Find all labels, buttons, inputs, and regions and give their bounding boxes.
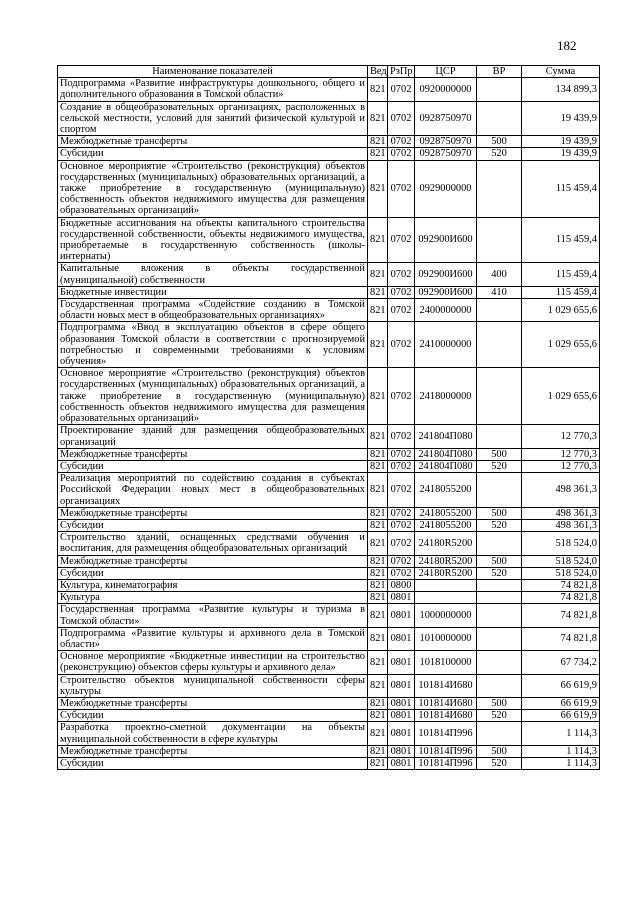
row-department-cell: 821 — [368, 460, 388, 472]
row-department-cell: 821 — [368, 674, 388, 697]
row-expense-type-cell: 520 — [477, 148, 522, 160]
row-department-cell: 821 — [368, 710, 388, 722]
row-target-article-cell: 2410000000 — [415, 322, 477, 368]
row-expense-type-cell: 520 — [477, 757, 522, 769]
table-row — [58, 322, 600, 368]
row-target-article-cell: 101814П996 — [415, 757, 477, 769]
table-row — [58, 263, 600, 286]
table-row — [58, 460, 600, 472]
row-section-cell: 0702 — [388, 101, 415, 136]
row-target-article-cell: 24180R5200 — [415, 555, 477, 567]
row-amount-cell: 115 459,4 — [522, 263, 600, 286]
row-department-cell: 821 — [368, 532, 388, 555]
row-name-cell: Бюджетные ассигнования на объекты капитального строительства государственной собственности, объекты недвижимого имущества, приобретаемые в государственную собственность (школы-интернаты) — [58, 217, 368, 263]
row-amount-cell: 1 029 655,6 — [522, 299, 600, 322]
header-indicator-name: Наименование показателей — [58, 66, 368, 78]
row-department-cell: 821 — [368, 697, 388, 709]
row-expense-type-cell — [477, 101, 522, 136]
row-department-cell: 821 — [368, 722, 388, 745]
row-department-cell: 821 — [368, 745, 388, 757]
row-name-cell: Субсидии — [58, 460, 368, 472]
table-row — [58, 148, 600, 160]
row-name-cell: Культура, кинематография — [58, 579, 368, 591]
row-target-article-cell: 2418055200 — [415, 473, 477, 508]
table-row — [58, 592, 600, 604]
row-target-article-cell — [415, 592, 477, 604]
row-name-cell: Государственная программа «Содействие созданию в Томской области новых мест в общеобразовательных организациях» — [58, 299, 368, 322]
row-expense-type-cell: 410 — [477, 286, 522, 298]
row-name-cell: Субсидии — [58, 148, 368, 160]
row-amount-cell: 74 821,8 — [522, 579, 600, 591]
row-amount-cell: 1 029 655,6 — [522, 322, 600, 368]
row-target-article-cell: 092900И600 — [415, 286, 477, 298]
row-amount-cell: 12 770,3 — [522, 425, 600, 448]
table-row — [58, 722, 600, 745]
row-name-cell: Создание в общеобразовательных организациях, расположенных в сельской местности, условий для занятий физической культурой и спортом — [58, 101, 368, 136]
row-section-cell: 0801 — [388, 757, 415, 769]
table-row — [58, 579, 600, 591]
row-section-cell: 0801 — [388, 604, 415, 627]
row-name-cell: Культура — [58, 592, 368, 604]
row-expense-type-cell — [477, 299, 522, 322]
row-target-article-cell: 1018100000 — [415, 651, 477, 674]
row-name-cell: Государственная программа «Развитие культуры и туризма в Томской области» — [58, 604, 368, 627]
row-target-article-cell — [415, 579, 477, 591]
row-amount-cell: 12 770,3 — [522, 448, 600, 460]
row-amount-cell: 518 524,0 — [522, 532, 600, 555]
row-section-cell: 0702 — [388, 473, 415, 508]
row-amount-cell: 115 459,4 — [522, 160, 600, 217]
table-header-row — [58, 66, 600, 78]
row-name-cell: Реализация мероприятий по содействию создания в субъектах Российской Федерации новых мест в общеобразовательных организациях — [58, 473, 368, 508]
row-name-cell: Разработка проектно-сметной документации на объекты муниципальной собственности в сфере культуры — [58, 722, 368, 745]
row-amount-cell: 74 821,8 — [522, 592, 600, 604]
row-amount-cell: 12 770,3 — [522, 460, 600, 472]
table-row — [58, 567, 600, 579]
row-department-cell: 821 — [368, 448, 388, 460]
row-expense-type-cell — [477, 322, 522, 368]
row-section-cell: 0801 — [388, 592, 415, 604]
row-department-cell: 821 — [368, 322, 388, 368]
table-body — [58, 78, 600, 770]
row-section-cell: 0702 — [388, 567, 415, 579]
table-row — [58, 555, 600, 567]
row-expense-type-cell: 500 — [477, 697, 522, 709]
row-target-article-cell: 2418055200 — [415, 507, 477, 519]
row-expense-type-cell — [477, 651, 522, 674]
row-section-cell: 0702 — [388, 555, 415, 567]
row-section-cell: 0702 — [388, 263, 415, 286]
row-target-article-cell: 2400000000 — [415, 299, 477, 322]
row-expense-type-cell — [477, 674, 522, 697]
table-row — [58, 710, 600, 722]
row-section-cell: 0801 — [388, 745, 415, 757]
table-row — [58, 627, 600, 650]
table-row — [58, 78, 600, 101]
header-expense-type: ВР — [477, 66, 522, 78]
row-department-cell: 821 — [368, 299, 388, 322]
page-number: 182 — [557, 38, 577, 53]
row-section-cell: 0801 — [388, 674, 415, 697]
row-amount-cell: 1 114,3 — [522, 745, 600, 757]
table-row — [58, 604, 600, 627]
table-row — [58, 745, 600, 757]
row-amount-cell: 1 029 655,6 — [522, 368, 600, 425]
row-section-cell: 0702 — [388, 322, 415, 368]
row-amount-cell: 518 524,0 — [522, 567, 600, 579]
row-target-article-cell: 241804П080 — [415, 460, 477, 472]
table-row — [58, 299, 600, 322]
row-amount-cell: 1 114,3 — [522, 722, 600, 745]
row-department-cell: 821 — [368, 567, 388, 579]
row-target-article-cell: 241804П080 — [415, 448, 477, 460]
row-target-article-cell: 24180R5200 — [415, 532, 477, 555]
row-expense-type-cell — [477, 78, 522, 101]
row-name-cell: Основное мероприятие «Строительство (реконструкция) объектов государственных (муниципальных) образовательных организаций, а также приобретение в государственную (муниципальную) собственность объектов недвижимого имущества для размещения образовательных организаций» — [58, 368, 368, 425]
row-amount-cell: 498 361,3 — [522, 507, 600, 519]
row-name-cell: Основное мероприятие «Бюджетные инвестиции на строительство (реконструкцию) объектов сферы культуры и архивного дела» — [58, 651, 368, 674]
row-expense-type-cell — [477, 604, 522, 627]
row-section-cell: 0801 — [388, 722, 415, 745]
row-name-cell: Подпрограмма «Ввод в эксплуатацию объектов в сфере общего образования Томской области в соответствии с прогнозируемой потребностью и современными требованиями к условиям обучения» — [58, 322, 368, 368]
row-target-article-cell: 0929000000 — [415, 160, 477, 217]
row-name-cell: Межбюджетные трансферты — [58, 555, 368, 567]
row-expense-type-cell: 520 — [477, 710, 522, 722]
row-section-cell: 0702 — [388, 460, 415, 472]
row-target-article-cell: 1000000000 — [415, 604, 477, 627]
row-department-cell: 821 — [368, 263, 388, 286]
row-department-cell: 821 — [368, 368, 388, 425]
row-amount-cell: 67 734,2 — [522, 651, 600, 674]
row-name-cell: Проектирование зданий для размещения общеобразовательных организаций — [58, 425, 368, 448]
row-department-cell: 821 — [368, 757, 388, 769]
row-expense-type-cell: 500 — [477, 136, 522, 148]
row-expense-type-cell: 520 — [477, 460, 522, 472]
row-section-cell: 0702 — [388, 299, 415, 322]
row-department-cell: 821 — [368, 555, 388, 567]
row-department-cell: 821 — [368, 627, 388, 650]
table-row — [58, 368, 600, 425]
row-name-cell: Бюджетные инвестиции — [58, 286, 368, 298]
header-section: РзПр — [388, 66, 415, 78]
row-name-cell: Строительство зданий, оснащенных средствами обучения и воспитания, для размещения общеобразовательных организаций — [58, 532, 368, 555]
row-amount-cell: 134 899,3 — [522, 78, 600, 101]
row-target-article-cell: 092900И600 — [415, 217, 477, 263]
row-amount-cell: 74 821,8 — [522, 627, 600, 650]
row-expense-type-cell — [477, 368, 522, 425]
header-amount: Сумма — [522, 66, 600, 78]
row-department-cell: 821 — [368, 148, 388, 160]
table-row — [58, 136, 600, 148]
row-target-article-cell: 101814П996 — [415, 722, 477, 745]
row-name-cell: Субсидии — [58, 710, 368, 722]
row-name-cell: Капитальные вложения в объекты государственной (муниципальной) собственности — [58, 263, 368, 286]
row-section-cell: 0702 — [388, 425, 415, 448]
row-target-article-cell: 101814И680 — [415, 697, 477, 709]
row-section-cell: 0702 — [388, 286, 415, 298]
table-row — [58, 651, 600, 674]
row-expense-type-cell — [477, 532, 522, 555]
row-name-cell: Межбюджетные трансферты — [58, 507, 368, 519]
row-name-cell: Подпрограмма «Развитие инфраструктуры дошкольного, общего и дополнительного образования в Томской области» — [58, 78, 368, 101]
row-amount-cell: 66 619,9 — [522, 710, 600, 722]
row-department-cell: 821 — [368, 519, 388, 531]
row-name-cell: Межбюджетные трансферты — [58, 136, 368, 148]
row-target-article-cell: 241804П080 — [415, 425, 477, 448]
row-expense-type-cell: 500 — [477, 745, 522, 757]
row-amount-cell: 19 439,9 — [522, 148, 600, 160]
row-section-cell: 0702 — [388, 532, 415, 555]
row-name-cell: Субсидии — [58, 757, 368, 769]
row-department-cell: 821 — [368, 217, 388, 263]
row-department-cell: 821 — [368, 507, 388, 519]
row-name-cell: Подпрограмма «Развитие культуры и архивного дела в Томской области» — [58, 627, 368, 650]
row-department-cell: 821 — [368, 286, 388, 298]
row-expense-type-cell — [477, 722, 522, 745]
budget-table — [57, 65, 600, 770]
row-section-cell: 0702 — [388, 148, 415, 160]
row-target-article-cell: 24180R5200 — [415, 567, 477, 579]
row-department-cell: 821 — [368, 78, 388, 101]
row-name-cell: Межбюджетные трансферты — [58, 697, 368, 709]
table-row — [58, 448, 600, 460]
row-expense-type-cell: 400 — [477, 263, 522, 286]
row-amount-cell: 518 524,0 — [522, 555, 600, 567]
row-section-cell: 0702 — [388, 507, 415, 519]
header-target-article: ЦСР — [415, 66, 477, 78]
row-department-cell: 821 — [368, 604, 388, 627]
row-amount-cell: 66 619,9 — [522, 697, 600, 709]
row-amount-cell: 498 361,3 — [522, 519, 600, 531]
header-department: Вед — [368, 66, 388, 78]
row-department-cell: 821 — [368, 579, 388, 591]
row-name-cell: Строительство объектов муниципальной собственности сферы культуры — [58, 674, 368, 697]
table-row — [58, 507, 600, 519]
row-name-cell: Межбюджетные трансферты — [58, 448, 368, 460]
row-department-cell: 821 — [368, 136, 388, 148]
row-expense-type-cell: 520 — [477, 519, 522, 531]
row-amount-cell: 66 619,9 — [522, 674, 600, 697]
row-department-cell: 821 — [368, 473, 388, 508]
row-target-article-cell: 0928750970 — [415, 148, 477, 160]
row-amount-cell: 1 114,3 — [522, 757, 600, 769]
row-expense-type-cell: 500 — [477, 507, 522, 519]
row-amount-cell: 115 459,4 — [522, 217, 600, 263]
row-department-cell: 821 — [368, 425, 388, 448]
row-target-article-cell: 101814И680 — [415, 674, 477, 697]
row-target-article-cell: 0920000000 — [415, 78, 477, 101]
row-target-article-cell: 101814П996 — [415, 745, 477, 757]
row-amount-cell: 19 439,9 — [522, 136, 600, 148]
row-department-cell: 821 — [368, 592, 388, 604]
row-expense-type-cell — [477, 627, 522, 650]
table-row — [58, 160, 600, 217]
row-expense-type-cell — [477, 473, 522, 508]
row-section-cell: 0702 — [388, 160, 415, 217]
row-expense-type-cell — [477, 217, 522, 263]
row-amount-cell: 74 821,8 — [522, 604, 600, 627]
row-section-cell: 0801 — [388, 710, 415, 722]
row-amount-cell: 19 439,9 — [522, 101, 600, 136]
row-section-cell: 0702 — [388, 368, 415, 425]
row-section-cell: 0702 — [388, 217, 415, 263]
table-row — [58, 101, 600, 136]
row-expense-type-cell — [477, 592, 522, 604]
row-name-cell: Межбюджетные трансферты — [58, 745, 368, 757]
row-target-article-cell: 092900И600 — [415, 263, 477, 286]
row-name-cell: Субсидии — [58, 519, 368, 531]
row-target-article-cell: 2418000000 — [415, 368, 477, 425]
row-section-cell: 0800 — [388, 579, 415, 591]
table-row — [58, 425, 600, 448]
row-amount-cell: 498 361,3 — [522, 473, 600, 508]
row-section-cell: 0801 — [388, 697, 415, 709]
table-row — [58, 286, 600, 298]
row-expense-type-cell: 500 — [477, 555, 522, 567]
row-amount-cell: 115 459,4 — [522, 286, 600, 298]
row-target-article-cell: 1010000000 — [415, 627, 477, 650]
table-row — [58, 519, 600, 531]
row-department-cell: 821 — [368, 101, 388, 136]
row-target-article-cell: 2418055200 — [415, 519, 477, 531]
table-row — [58, 217, 600, 263]
row-section-cell: 0801 — [388, 627, 415, 650]
table-row — [58, 674, 600, 697]
row-department-cell: 821 — [368, 651, 388, 674]
row-target-article-cell: 0928750970 — [415, 101, 477, 136]
row-target-article-cell: 0928750970 — [415, 136, 477, 148]
row-name-cell: Субсидии — [58, 567, 368, 579]
row-department-cell: 821 — [368, 160, 388, 217]
table-row — [58, 532, 600, 555]
row-name-cell: Основное мероприятие «Строительство (реконструкция) объектов государственных (муниципальных) образовательных организаций, а также приобретение в государственную (муниципальную) собственность объектов недвижимого имущества для размещения образовательных организаций» — [58, 160, 368, 217]
table-row — [58, 473, 600, 508]
table-row — [58, 757, 600, 769]
row-section-cell: 0702 — [388, 519, 415, 531]
row-section-cell: 0702 — [388, 448, 415, 460]
row-expense-type-cell: 500 — [477, 448, 522, 460]
table-row — [58, 697, 600, 709]
row-target-article-cell: 101814И680 — [415, 710, 477, 722]
row-expense-type-cell — [477, 579, 522, 591]
row-expense-type-cell — [477, 160, 522, 217]
row-section-cell: 0702 — [388, 136, 415, 148]
row-section-cell: 0702 — [388, 78, 415, 101]
row-expense-type-cell: 520 — [477, 567, 522, 579]
row-section-cell: 0801 — [388, 651, 415, 674]
row-expense-type-cell — [477, 425, 522, 448]
